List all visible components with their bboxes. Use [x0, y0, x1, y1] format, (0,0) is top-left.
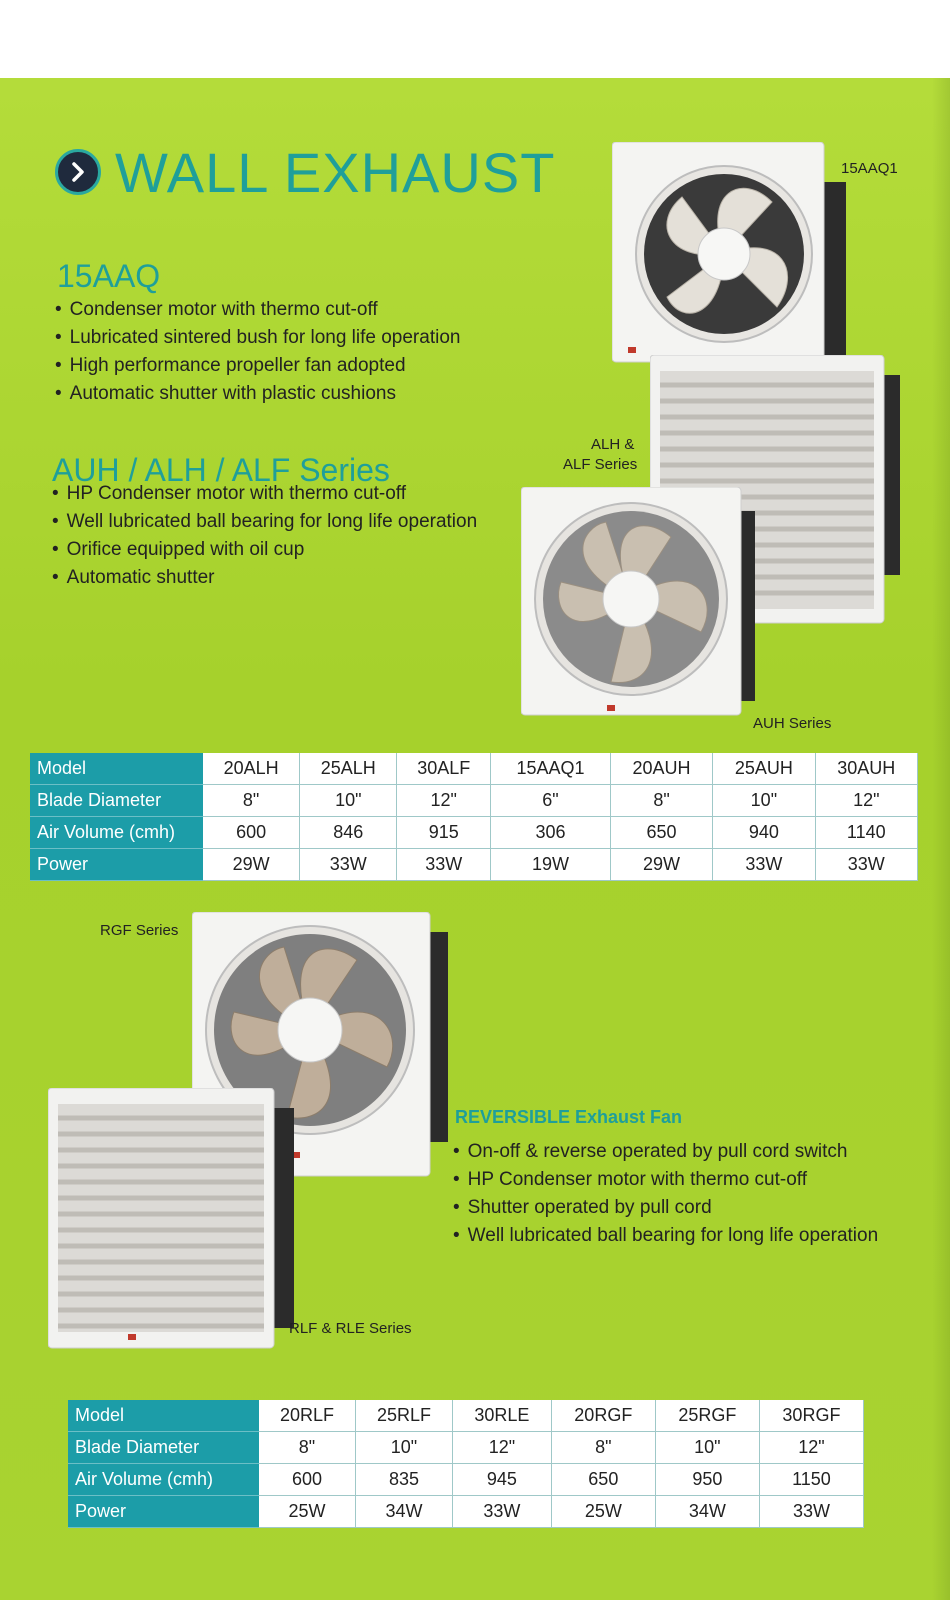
row-label: Power [69, 1496, 259, 1528]
list-item: • Orifice equipped with oil cup [52, 536, 477, 564]
table-row [69, 1432, 864, 1464]
page-title: WALL EXHAUST [115, 140, 556, 204]
table-row [31, 785, 918, 817]
table-cell: 600 [203, 817, 300, 849]
table-cell: 33W [453, 1496, 552, 1528]
caption-rlf-rle-series: RLF & RLE Series [289, 1320, 412, 1337]
table-cell: 1150 [759, 1464, 863, 1496]
heading-auh-series: AUH / ALH / ALF Series [52, 452, 390, 488]
page-edge-shadow [932, 78, 950, 1600]
table-cell: 12" [453, 1432, 552, 1464]
table-cell: 8" [259, 1432, 356, 1464]
row-label: Power [31, 849, 203, 881]
table-cell: 33W [713, 849, 815, 881]
table-cell: 6" [491, 785, 611, 817]
table-cell: 29W [203, 849, 300, 881]
table-cell: 10" [300, 785, 397, 817]
table-cell: 846 [300, 817, 397, 849]
table-cell: 30ALF [397, 753, 491, 785]
row-label: Air Volume (cmh) [31, 817, 203, 849]
caption-alh-line2: ALF Series [563, 456, 638, 473]
table-cell: 33W [397, 849, 491, 881]
table-cell: 10" [713, 785, 815, 817]
table-cell: 940 [713, 817, 815, 849]
table-row [31, 753, 918, 785]
table-row [69, 1400, 864, 1432]
table-cell: 33W [300, 849, 397, 881]
bullets-auh-series [52, 480, 477, 592]
table-cell: 950 [655, 1464, 759, 1496]
fan-image-15aaq1 [612, 142, 852, 367]
table-cell: 34W [356, 1496, 453, 1528]
heading-15aaq: 15AAQ [57, 258, 161, 294]
table-cell: 8" [610, 785, 712, 817]
caption-auh-series: AUH Series [753, 715, 832, 732]
list-item: • Well lubricated ball bearing for long life operation [52, 508, 477, 536]
table-cell: 1140 [815, 817, 917, 849]
table-cell: 10" [655, 1432, 759, 1464]
row-label: Air Volume (cmh) [69, 1464, 259, 1496]
table-cell: 33W [759, 1496, 863, 1528]
table-cell: 915 [397, 817, 491, 849]
table-cell: 20RLF [259, 1400, 356, 1432]
caption-15aaq1: 15AAQ1 [841, 160, 898, 177]
table-cell: 20AUH [610, 753, 712, 785]
chevron-right-icon [55, 149, 101, 195]
title-block [55, 140, 555, 204]
bullets-15aaq [55, 296, 460, 408]
table-cell: 25W [551, 1496, 655, 1528]
table-cell: 650 [610, 817, 712, 849]
list-item: • High performance propeller fan adopted [55, 352, 460, 380]
list-item: • Automatic shutter [52, 564, 477, 592]
table-cell: 600 [259, 1464, 356, 1496]
table-cell: 25W [259, 1496, 356, 1528]
table-cell: 10" [356, 1432, 453, 1464]
list-item: • HP Condenser motor with thermo cut-off [453, 1166, 878, 1194]
fan-image-rlf-rle-series [48, 1088, 298, 1358]
list-item: • Well lubricated ball bearing for long life operation [453, 1222, 878, 1250]
row-label: Model [31, 753, 203, 785]
table-cell: 30RLE [453, 1400, 552, 1432]
table-cell: 835 [356, 1464, 453, 1496]
spec-table-2 [68, 1400, 864, 1528]
bullets-reversible [453, 1138, 878, 1250]
table-row [69, 1496, 864, 1528]
table-row [31, 849, 918, 881]
table-cell: 8" [551, 1432, 655, 1464]
row-label: Blade Diameter [31, 785, 203, 817]
table-cell: 12" [759, 1432, 863, 1464]
table-cell: 33W [815, 849, 917, 881]
list-item: • Lubricated sintered bush for long life operation [55, 324, 460, 352]
table-cell: 20RGF [551, 1400, 655, 1432]
table-row [69, 1464, 864, 1496]
list-item: • Automatic shutter with plastic cushions [55, 380, 460, 408]
table-cell: 25RGF [655, 1400, 759, 1432]
list-item: • Condenser motor with thermo cut-off [55, 296, 460, 324]
table-cell: 306 [491, 817, 611, 849]
fan-image-auh-series [521, 487, 757, 719]
list-item: • HP Condenser motor with thermo cut-off [52, 480, 477, 508]
table-cell: 945 [453, 1464, 552, 1496]
table-cell: 29W [610, 849, 712, 881]
table-cell: 15AAQ1 [491, 753, 611, 785]
table-cell: 12" [815, 785, 917, 817]
row-label: Blade Diameter [69, 1432, 259, 1464]
table-cell: 30AUH [815, 753, 917, 785]
row-label: Model [69, 1400, 259, 1432]
table-cell: 25RLF [356, 1400, 453, 1432]
list-item: • Shutter operated by pull cord [453, 1194, 878, 1222]
table-cell: 34W [655, 1496, 759, 1528]
table-cell: 25AUH [713, 753, 815, 785]
table-cell: 12" [397, 785, 491, 817]
table-cell: 20ALH [203, 753, 300, 785]
table-cell: 19W [491, 849, 611, 881]
table-cell: 8" [203, 785, 300, 817]
caption-rgf-series: RGF Series [100, 922, 179, 939]
table-row [31, 817, 918, 849]
table-cell: 30RGF [759, 1400, 863, 1432]
caption-alh-line1: ALH & [591, 436, 635, 453]
spec-table-1 [30, 753, 918, 881]
list-item: • On-off & reverse operated by pull cord switch [453, 1138, 878, 1166]
table-cell: 25ALH [300, 753, 397, 785]
heading-reversible-exhaust-fan: REVERSIBLE Exhaust Fan [455, 1107, 683, 1127]
table-cell: 650 [551, 1464, 655, 1496]
